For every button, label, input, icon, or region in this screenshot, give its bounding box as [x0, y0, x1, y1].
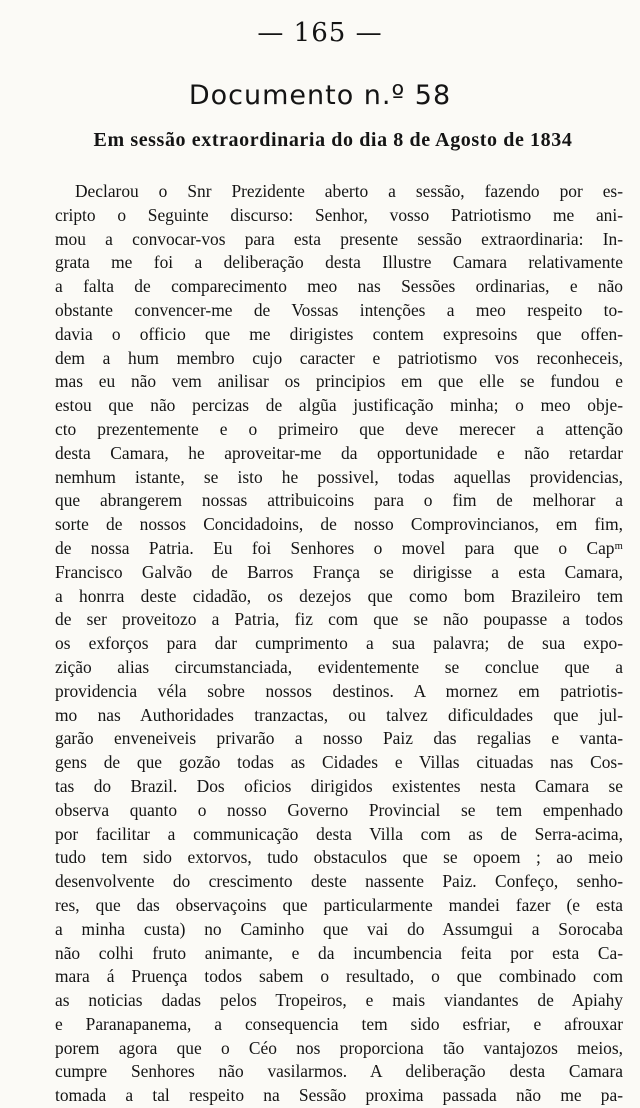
text-line: grata me foi a deliberação desta Illustre Camara relativamente	[55, 252, 623, 273]
text-line: mas eu não vem anilisar os principios em que elle se fundou e	[55, 371, 623, 392]
text-line: não colhi fruto animante, e da incumbencia feita por esta Ca-	[55, 942, 623, 963]
text-line: tudo tem sido extorvos, tudo obstaculos que se opoem ; ao meio	[55, 847, 623, 868]
page-number: — 165 —	[257, 18, 383, 48]
text-line: nemhum istante, se isto he possivel, todas aquellas providencias,	[55, 466, 623, 487]
text-line: cumpre Senhores não vasilarmos. A deliberação desta Camara	[55, 1061, 623, 1082]
text-line: desta Camara, he aproveitar-me da opportunidade e não retardar	[55, 442, 623, 463]
text-line: res, que das observaçoins que particularmente mandei fazer (e esta	[55, 894, 623, 915]
text-line: gens de que gozão todas as Cidades e Villas cituadas nas Cos-	[55, 752, 623, 773]
text-line: sorte de nossos Concidadoins, de nosso Comprovincianos, em fim,	[55, 514, 623, 535]
text-line: davia o officio que me dirigistes contem expresoins que offen-	[55, 323, 623, 344]
text-line: observa quanto o nosso Governo Provincial se tem empenhado	[55, 799, 623, 820]
document-title: Documento n.º 58	[188, 80, 452, 111]
text-line: a minha custa) no Caminho que vai do Assumgui a Sorocaba	[55, 918, 623, 939]
text-line: os exforços para dar cumprimento a sua palavra; de sua expo-	[55, 633, 623, 654]
text-line: mou a convocar-vos para esta presente sessão extraordinaria: In-	[55, 228, 623, 249]
text-line: a honrra deste cidadão, os dezejos que como bom Brazileiro tem	[55, 585, 623, 606]
text-line: Declarou o Snr Prezidente aberto a sessão, fazendo por es-	[75, 181, 623, 201]
text-line: por facilitar a communicação desta Villa com as de Serra-acima,	[55, 823, 623, 844]
text-line: estou que não percizas de algũa justificação minha; o meo obje-	[55, 395, 623, 416]
text-line: e Paranapanema, a consequencia tem sido esfriar, e afrouxar	[55, 1013, 623, 1034]
text-line: dem a hum membro cujo caracter e patriotismo vos reconheceis,	[55, 347, 623, 368]
session-heading: Em sessão extraordinaria do dia 8 de Agosto de 1834	[93, 129, 573, 151]
text-line: porem agora que o Céo nos proporciona tão vantajozos meios,	[55, 1037, 623, 1058]
text-line: de ser proveitozo a Patria, fiz com que se não poupasse a todos	[55, 609, 623, 630]
body-text	[55, 180, 623, 1108]
text-line: as noticias dadas pelos Tropeiros, e mais viandantes de Apiahy	[55, 990, 623, 1011]
text-line: tas do Brazil. Dos oficios dirigidos existentes nesta Camara se	[55, 775, 623, 796]
text-line: mara á Pruença todos sabem o resultado, o que combinado com	[55, 966, 623, 987]
text-line: cripto o Seguinte discurso: Senhor, vosso Patriotismo me ani-	[55, 204, 623, 225]
text-line: de nossa Patria. Eu foi Senhores o movel para que o Capᵐ	[55, 537, 623, 558]
text-line: garão enveneiveis privarão a nosso Paiz das regalias e vanta-	[55, 728, 623, 749]
text-line: providencia véla sobre nossos destinos. A mornez em patriotis-	[55, 680, 623, 701]
text-line: mo nas Authoridades tranzactas, ou talvez dificuldades que jul-	[55, 704, 623, 725]
text-line: tomada a tal respeito na Sessão proxima passada não me pa-	[55, 1085, 623, 1106]
text-line: Francisco Galvão de Barros França se dirigisse a esta Camara,	[55, 561, 623, 582]
text-line: obstante convencer-me de Vossas intenções a meo respeito to-	[55, 299, 623, 320]
text-line: desenvolvente do crescimento deste nassente Paiz. Confeço, senho-	[55, 871, 623, 892]
text-line: zição alias circumstanciada, evidentemente se conclue que a	[55, 656, 623, 677]
text-line: a falta de comparecimento meo nas Sessões ordinarias, e não	[55, 276, 623, 297]
text-line: que abrangerem nossas attribuicoins para o fim de melhorar a	[55, 490, 623, 511]
text-line: cto prezentemente e o primeiro que deve merecer a attenção	[55, 418, 623, 439]
